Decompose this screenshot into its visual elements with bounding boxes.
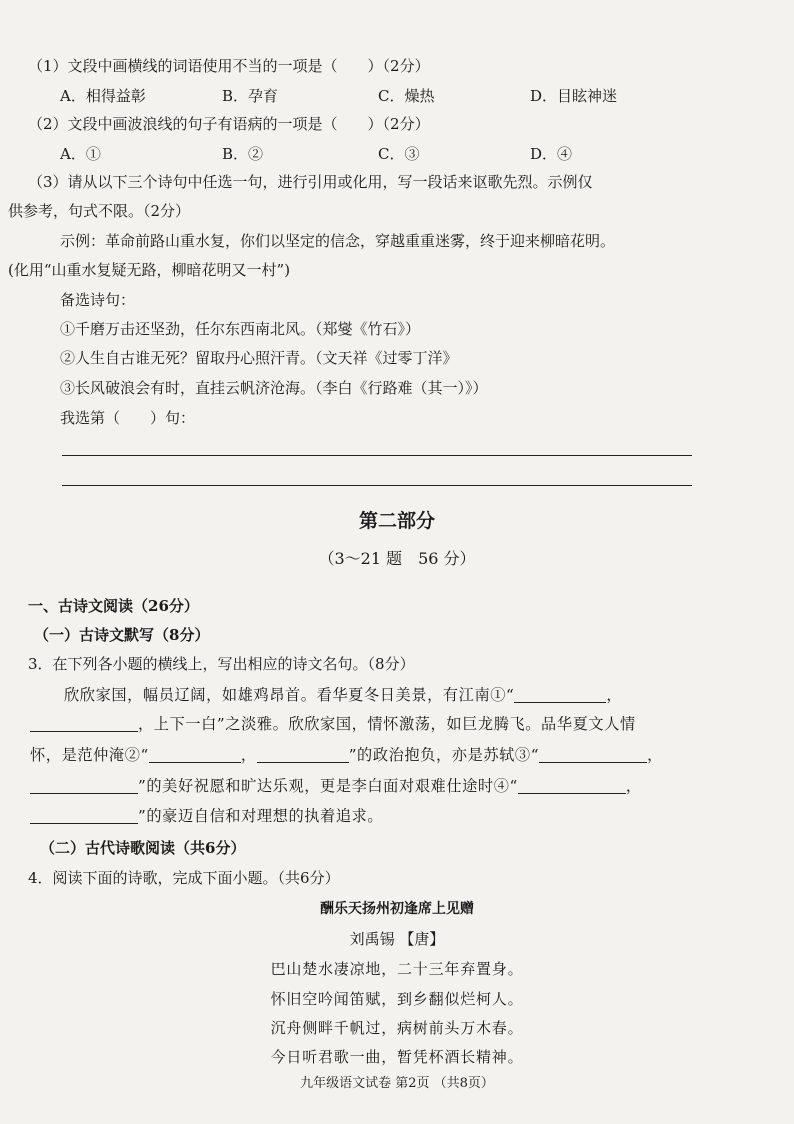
q3-stem-line1: （3）请从以下三个诗句中任选一句，进行引用或化用，写一段话来讴歌先烈。示例仅 (28, 173, 593, 191)
answer-line-1[interactable] (62, 455, 692, 456)
q1-options (60, 86, 760, 106)
q2-options (60, 144, 760, 164)
q3-choice: 我选第（ ）句： (60, 409, 196, 427)
q1-option-b[interactable]: B．孕育 (222, 87, 279, 105)
q2-option-a[interactable]: A．① (60, 145, 101, 163)
q4-stem: 4．阅读下面的诗歌，完成下面小题。（共6分） (28, 869, 340, 887)
passage-line-2: ，上下一白”之淡雅。欣欣家国，情怀激荡，如巨龙腾飞。品华夏文人情 (30, 714, 636, 734)
q3-stem-line2: 供参考，句式不限。（2分） (8, 202, 191, 220)
q1-option-c[interactable]: C．燥热 (378, 87, 435, 105)
blank-1-b[interactable] (30, 717, 138, 732)
part2-subtitle: （3～21 题 56 分） (318, 549, 476, 568)
q1-option-a[interactable]: A．相得益彰 (60, 87, 146, 105)
answer-line-2[interactable] (62, 485, 692, 486)
passage-line-3: 怀，是范仲淹②“ ， ”的政治抱负，亦是苏轼③“ ， (30, 746, 663, 764)
q2-option-b[interactable]: B．② (222, 145, 264, 163)
blank-4-b[interactable] (30, 809, 138, 824)
q3-candidate-2: ②人生自古谁无死？留取丹心照汗青。（文天祥《过零丁洋》 (60, 349, 458, 367)
q2-option-d[interactable]: D．④ (530, 145, 573, 163)
q1-stem: （1）文段中画横线的词语使用不当的一项是（ ）（2分） (28, 57, 430, 75)
q3-example-line2: (化用“山重水复疑无路，柳暗花明又一村”) (8, 261, 291, 279)
q1-option-d[interactable]: D．目眩神迷 (530, 87, 618, 105)
poem-title: 酬乐天扬州初逢席上见赠 (320, 901, 474, 917)
page-footer: 九年级语文试卷 第2页 （共8页） (300, 1076, 494, 1091)
blank-2-b[interactable] (257, 748, 349, 763)
q3-candidate-1: ①千磨万击还坚劲，任尔东西南北风。（郑燮《竹石》） (60, 320, 421, 338)
passage-line-1: 欣欣家国，幅员辽阔，如雄鸡昂首。看华夏冬日美景，有江南①“ ， (64, 686, 623, 704)
blank-2-a[interactable] (149, 748, 241, 763)
blank-3-a[interactable] (539, 748, 647, 763)
passage-line-5: ”的豪迈自信和对理想的执着追求。 (30, 806, 383, 826)
poem-line-4: 今日听君歌一曲，暂凭杯酒长精神。 (270, 1048, 524, 1066)
blank-4-a[interactable] (518, 779, 626, 794)
blank-3-b[interactable] (30, 779, 138, 794)
section1-title: 一、古诗文阅读（26分） (28, 597, 199, 615)
poem-author: 刘禹锡 【唐】 (349, 930, 445, 948)
poem-line-2: 怀旧空吟闻笛赋，到乡翻似烂柯人。 (270, 990, 524, 1008)
q2-stem: （2）文段中画波浪线的句子有语病的一项是（ ）（2分） (28, 115, 430, 133)
q3-fill-stem: 3．在下列各小题的横线上，写出相应的诗文名句。（8分） (28, 655, 415, 673)
q3-example-line1: 示例：革命前路山重水复，你们以坚定的信念，穿越重重迷雾，终于迎来柳暗花明。 (60, 232, 616, 250)
poem-line-3: 沉舟侧畔千帆过，病树前头万木春。 (270, 1019, 524, 1037)
q3-candidates-title: 备选诗句： (60, 291, 136, 309)
q2-option-c[interactable]: C．③ (378, 145, 420, 163)
section1-sub1: （一）古诗文默写（8分） (34, 626, 210, 644)
part2-title: 第二部分 (358, 510, 435, 532)
section1-sub2: （二）古代诗歌阅读（共6分） (40, 839, 246, 857)
passage-line-4: ”的美好祝愿和旷达乐观，更是李白面对艰难仕途时④“ ， (30, 776, 642, 796)
poem-line-1: 巴山楚水凄凉地，二十三年弃置身。 (270, 960, 524, 978)
q3-candidate-3: ③长风破浪会有时，直挂云帆济沧海。（李白《行路难（其一）》） (60, 379, 488, 397)
blank-1-a[interactable] (514, 688, 606, 703)
